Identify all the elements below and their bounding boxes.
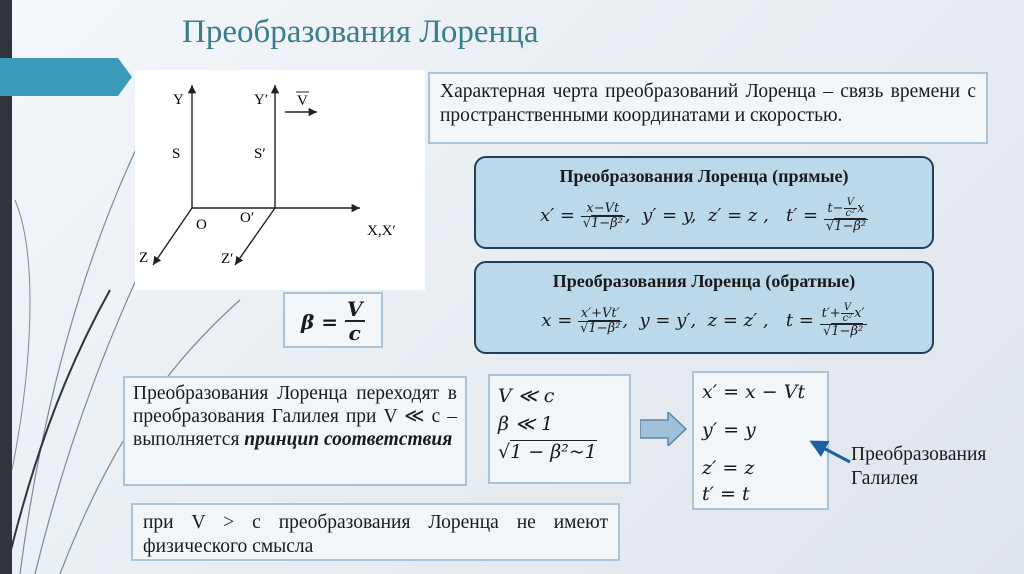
galilean-t: t′ = t [702,483,750,505]
origin-o-label: O [196,217,207,233]
beta-fraction: $\frac{V}{c}$ [347,297,363,345]
direct-lorentz-panel [474,156,934,249]
beta-definition [283,292,383,348]
direct-t-lhs: t′ = [786,205,819,226]
direct-lorentz-formula: x′ = $\frac{x-Vt}{\text{√1−β²}}$ , y′ = y, z′ = z , t′ = t− $\frac{V}{\text{c²}}$ x √1−β² [539,197,867,234]
galilean-x: x′ = x − Vt [702,381,806,403]
direct-t-fraction: t− $\frac{V}{\text{c²}}$ x √1−β² [825,197,867,234]
galilean-y: y′ = y [702,419,756,441]
inverse-lorentz-panel [474,261,934,354]
bottom-note: при V > c преобразования Лоренца не имеют физического смысла [131,503,620,561]
condition-sqrt-approx: √1 − β²~1 [498,441,597,463]
axis-x-label: X,X′ [367,223,396,239]
correspondence-principle: принцип соответствия [244,429,453,450]
transition-text: Преобразования Лоренца переходят в преобразования Галилея при V ≪ c – выполняется [133,383,457,450]
direct-x-lhs: x′ = [539,205,575,226]
axis-y-label: Y [173,92,184,108]
transition-text-box [123,376,467,486]
galilean-z: z′ = z [702,457,755,479]
direct-x-fraction: $\frac{x-Vt}{\text{√1−β²}}$ [582,200,623,231]
inverse-t-fraction: t′+ $\frac{V}{\text{c²}}$ x′ √1−β² [821,302,865,339]
beta-lhs: β = [301,310,339,334]
axis-z-label: Z [139,250,149,266]
pointer-arrow-icon [800,432,856,468]
inverse-t-lhs: t = [785,310,814,331]
inverse-z-eq: z = z′ , [707,310,769,331]
intro-text: Характерная черта преобразований Лоренца – связь времени с пространственными координатами и скоростью. [428,72,988,144]
inverse-x-fraction: $\frac{x'+Vt'}{\text{√1−β²}}$ [580,305,621,336]
axis-y-prime-label: Y′ [254,92,269,108]
axis-z-prime-label: Z′ [221,251,234,267]
velocity-label: V [297,93,308,109]
conditions-box [488,374,631,484]
frame-s-label: S [172,146,181,162]
reference-frames-diagram [135,70,425,290]
direct-z-eq: z′ = z , [707,205,769,226]
right-arrow-icon [640,412,688,446]
inverse-lorentz-title: Преобразования Лоренца (обратные) [552,271,856,291]
direct-lorentz-title: Преобразования Лоренца (прямые) [559,166,849,186]
title-arrow-tab [0,58,132,96]
direct-y-eq: y′ = y, [642,205,697,226]
frame-s-prime-label: S′ [254,146,266,162]
galilean-label: Преобразования Галилея [851,444,987,489]
condition-v-much-less-c: V ≪ c [498,385,555,407]
inverse-y-eq: y = y′, [639,310,697,331]
inverse-x-lhs: x = [541,310,573,331]
condition-beta-much-less-1: β ≪ 1 [498,413,554,435]
inverse-lorentz-formula: x = $\frac{x'+Vt'}{\text{√1−β²}}$ , y = y′, z = z′ , t = t′+ $\frac{V}{\text{c²}}$ x′ √1−β² [541,302,865,339]
origin-o-prime-label: O′ [240,210,255,226]
page-title: Преобразования Лоренца [182,14,539,50]
